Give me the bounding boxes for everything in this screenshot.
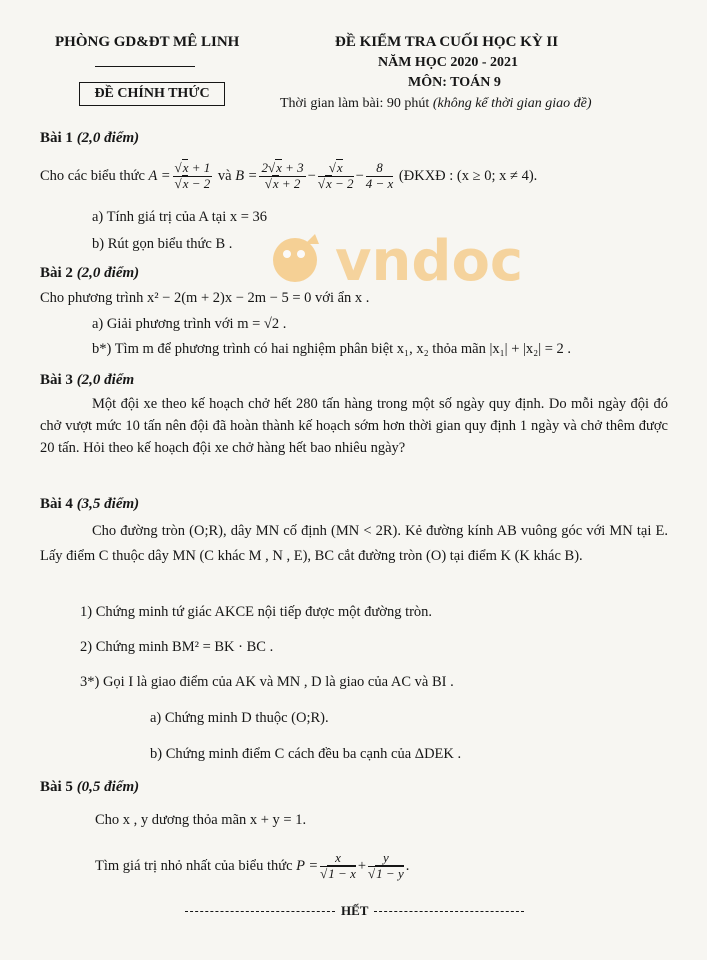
bai1-expressions: Cho các biểu thức A = $\frac{√x + 1}{√x - 2}$ và B = $\frac{2√x + 3}{√x + 2}$ − $\frac{√x}{√x - 2}$ − $\frac{8}{4 - x}$ (ĐKXĐ : (x ≥ 0; x ≠ 4). xyxy=(40,159,538,191)
bai4-q1: 1) Chứng minh tứ giác AKCE nội tiếp được một đường tròn. xyxy=(80,604,433,620)
vndoc-watermark xyxy=(265,228,555,294)
bai4-q3a: a) Chứng minh D thuộc (O;R). xyxy=(150,710,329,726)
bai5-given: Cho x , y dương thỏa mãn x + y = 1. xyxy=(95,812,307,828)
header-rule xyxy=(95,66,195,67)
end-marker: HẾT xyxy=(185,903,524,919)
bai2-heading: Bài 2 (2,0 điểm) xyxy=(40,265,140,281)
end-dash-right xyxy=(374,911,524,912)
bai1-part-a: a) Tính giá trị của A tại x = 36 xyxy=(92,209,268,225)
bai4-q2: 2) Chứng minh BM² = BK · BC . xyxy=(80,639,274,655)
bai4-q3b: b) Chứng minh điểm C cách đều ba cạnh của ΔDEK . xyxy=(150,746,462,762)
bai3-heading: Bài 3 (2,0 điểm xyxy=(40,372,135,388)
bai2-part-b: b*) Tìm m để phương trình có hai nghiệm phân biệt x₁, x₂ thỏa mãn |x₁| + |x₂| = 2 . xyxy=(92,341,572,357)
time-note: (không kể thời gian giao đề) xyxy=(432,96,592,111)
exam-title: ĐỀ KIỂM TRA CUỐI HỌC KỲ II xyxy=(335,34,559,50)
bai1-heading: Bài 1 (2,0 điểm) xyxy=(40,130,140,146)
time-prefix: Thời gian làm bài: 90 phút xyxy=(280,96,430,111)
end-dash-left xyxy=(185,911,335,912)
bai4-text: Cho đường tròn (O;R), dây MN cố định (MN < 2R). Kẻ đường kính AB vuông góc với MN tại E. Lấy điểm C thuộc dây MN (C khác M , N , E), BC cắt đường tròn (O) tại điểm K (K khác B). xyxy=(40,523,668,564)
bai1-part-b: b) Rút gọn biểu thức B . xyxy=(92,236,233,252)
bai5-heading: Bài 5 (0,5 điểm) xyxy=(40,779,140,795)
svg-text:vndoc: vndoc xyxy=(335,229,524,294)
bai4-q3: 3*) Gọi I là giao điểm của AK và MN , D là giao của AC và BI . xyxy=(80,674,454,690)
bai5-find: Tìm giá trị nhỏ nhất của biểu thức P = $\frac{x}{√1 - x}$ + $\frac{y}{√1 - y}$ . xyxy=(95,849,410,881)
bai4-heading: Bài 4 (3,5 điểm) xyxy=(40,496,140,512)
exam-time xyxy=(280,96,592,112)
subject: MÔN: TOÁN 9 xyxy=(408,75,501,90)
bai3-text: Một đội xe theo kế hoạch chở hết 280 tấn hàng trong một số ngày quy định. Do mỗi ngày đội đó chở vượt mức 10 tấn nên đội đã hoàn thành kế hoạch sớm hơn thời gian quy định 1 ngày và chở thêm được 20 tấn. Hỏi theo kế hoạch đội xe chở hàng hết bao nhiêu ngày? xyxy=(40,396,668,456)
official-badge: ĐỀ CHÍNH THỨC xyxy=(79,82,225,106)
department-name: PHÒNG GD&ĐT MÊ LINH xyxy=(55,34,240,50)
bai2-intro: Cho phương trình x² − 2(m + 2)x − 2m − 5 = 0 với ẩn x . xyxy=(40,290,370,306)
bai2-part-a: a) Giải phương trình với m = √2 . xyxy=(92,316,287,332)
watermark-logo-icon xyxy=(265,228,555,294)
school-year: NĂM HỌC 2020 - 2021 xyxy=(378,55,518,70)
